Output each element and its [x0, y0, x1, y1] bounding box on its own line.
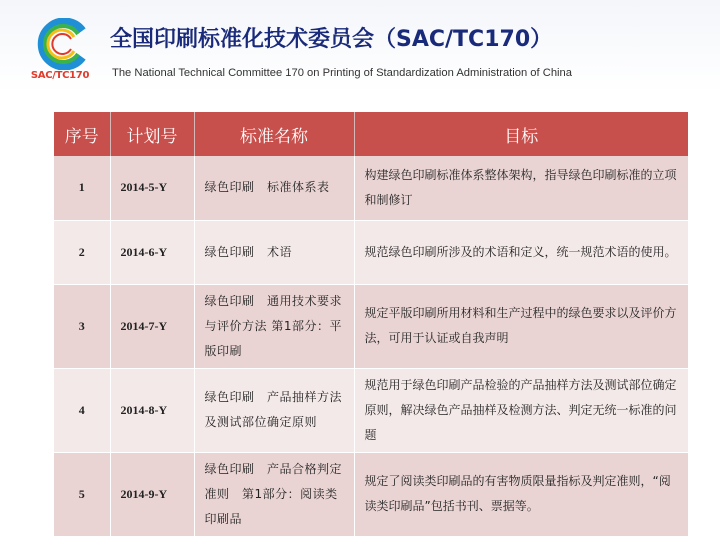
logo-label: SAC/TC170 [30, 70, 90, 81]
column-header-target: 目标 [354, 112, 688, 156]
row-number: 1 [54, 156, 110, 220]
plan-code: 2014-8-Y [110, 368, 194, 452]
standard-name: 绿色印刷 产品抽样方法及测试部位确定原则 [194, 368, 354, 452]
standard-name: 绿色印刷 产品合格判定准则 第1部分：阅读类印刷品 [194, 452, 354, 536]
standard-name: 绿色印刷 通用技术要求与评价方法 第1部分：平版印刷 [194, 284, 354, 368]
standard-target: 规定平版印刷所用材料和生产过程中的绿色要求以及评价方法，可用于认证或自我声明 [354, 284, 688, 368]
column-header-number: 序号 [54, 112, 110, 156]
row-number: 4 [54, 368, 110, 452]
table-row [54, 452, 688, 536]
table-row [54, 220, 688, 284]
row-number: 2 [54, 220, 110, 284]
plan-code: 2014-7-Y [110, 284, 194, 368]
table-row [54, 156, 688, 220]
standard-name: 绿色印刷 标准体系表 [194, 156, 354, 220]
logo-c-icon [28, 18, 92, 70]
table-row [54, 368, 688, 452]
standard-name: 绿色印刷 术语 [194, 220, 354, 284]
standards-plan-table [54, 112, 688, 537]
standard-target: 规范用于绿色印刷产品检验的产品抽样方法及测试部位确定原则，解决绿色产品抽样及检测方法、判定无统一标准的问题 [354, 368, 688, 452]
sac-tc170-logo [28, 18, 92, 88]
row-number: 3 [54, 284, 110, 368]
table-header-row [54, 112, 688, 156]
row-number: 5 [54, 452, 110, 536]
plan-code: 2014-6-Y [110, 220, 194, 284]
plan-code: 2014-5-Y [110, 156, 194, 220]
column-header-plan-code: 计划号 [110, 112, 194, 156]
page-subtitle: The National Technical Committee 170 on Printing of Standardization Administration of China [112, 67, 572, 79]
page-title: 全国印刷标准化技术委员会（SAC/TC170） [110, 27, 553, 52]
table-row [54, 284, 688, 368]
column-header-standard-name: 标准名称 [194, 112, 354, 156]
plan-code: 2014-9-Y [110, 452, 194, 536]
standard-target: 规范绿色印刷所涉及的术语和定义，统一规范术语的使用。 [354, 220, 688, 284]
standard-target: 规定了阅读类印刷品的有害物质限量指标及判定准则，“阅读类印刷品”包括书刊、票据等。 [354, 452, 688, 536]
standard-target: 构建绿色印刷标准体系整体架构，指导绿色印刷标准的立项和制修订 [354, 156, 688, 220]
